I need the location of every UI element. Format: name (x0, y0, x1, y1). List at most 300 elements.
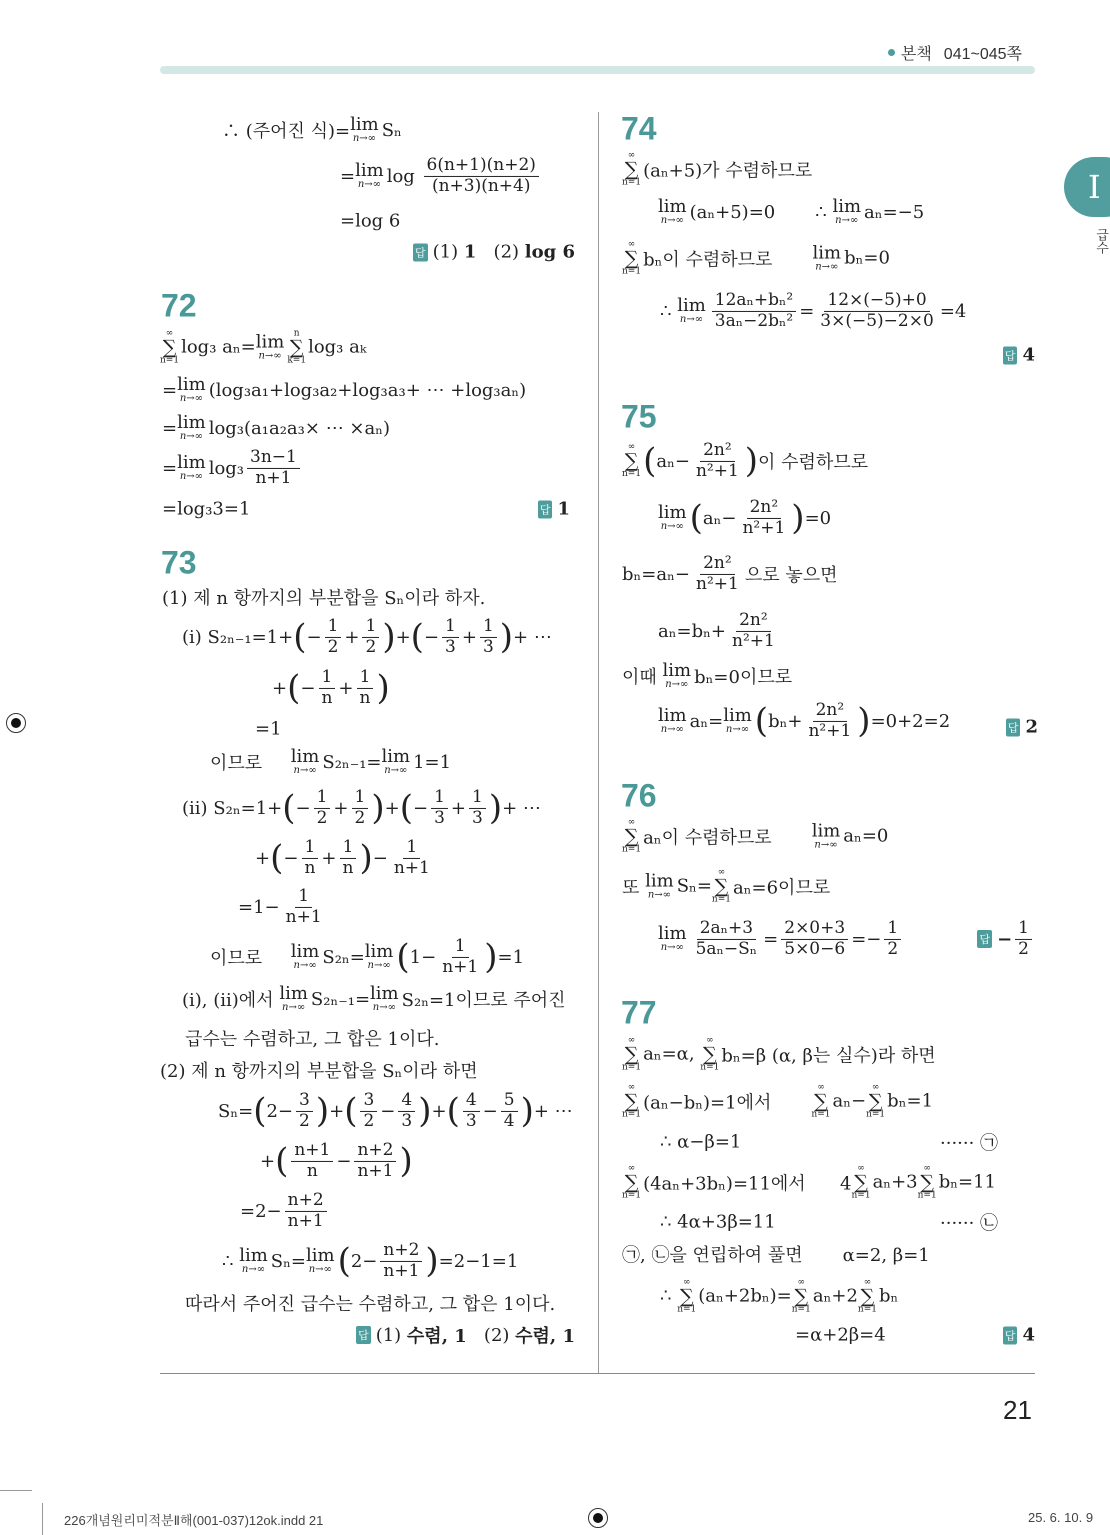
text: log₃ aₖ (308, 336, 367, 358)
limit (370, 985, 399, 1013)
text: (ⅱ) S₂ₙ=1+ (182, 797, 283, 819)
text: (2) (476, 241, 525, 263)
text: =0+2=2 (870, 710, 951, 732)
fraction (501, 1091, 518, 1131)
lim-label: lim (723, 705, 752, 726)
sum-upper: ∞ (627, 1035, 636, 1046)
text: (1) (375, 1324, 407, 1346)
summation (866, 1083, 885, 1118)
text: = (162, 457, 178, 479)
math-line (162, 376, 526, 404)
column-divider (598, 112, 599, 1374)
math-line (162, 584, 485, 610)
parenthesis: ( (337, 1241, 351, 1281)
parenthesis: ) (520, 1091, 534, 1131)
sigma-icon: ∑ (624, 1042, 639, 1065)
lim-label: lim (364, 941, 394, 962)
summation (622, 443, 641, 478)
fraction (442, 617, 459, 657)
lim-label: lim (645, 869, 674, 891)
numerator: n+2 (354, 1141, 396, 1162)
limit (291, 748, 320, 776)
fraction (391, 838, 433, 878)
math-line (658, 701, 950, 741)
text: bₙ=aₙ− (622, 563, 690, 585)
fraction (357, 668, 374, 708)
registration-mark-icon (588, 1508, 608, 1528)
answer-badge: 답 (977, 930, 992, 948)
numerator: 4 (398, 1091, 415, 1112)
sum-lower: n=1 (811, 1109, 831, 1120)
lim-subscript: n→∞ (647, 888, 671, 900)
text: (2) 제 n 항까지의 부분합을 Sₙ이라 하면 (160, 1061, 478, 1082)
lim-subscript: n→∞ (357, 179, 381, 190)
math-line (940, 1129, 998, 1155)
math-line (622, 818, 888, 853)
limit (255, 330, 285, 361)
footer-date: 25. 6. 10. 9 (1028, 1510, 1094, 1525)
sum-lower: n=1 (857, 1304, 877, 1315)
lim-subscript: n→∞ (241, 1264, 266, 1275)
text: Sₙ= (218, 1100, 254, 1122)
text: log₃(a₁a₂a₃× ⋯ ×aₙ) (208, 417, 391, 439)
text: bₙ=β (α, β는 실수)라 하면 (721, 1044, 936, 1066)
numerator: 2n² (700, 441, 735, 462)
math-line (622, 441, 868, 481)
sum-upper: n (293, 328, 300, 339)
parenthesis: ( (396, 937, 410, 977)
sum-lower: n=1 (622, 1190, 642, 1201)
numerator: 1 (319, 668, 336, 689)
denominator: (n+3)(n+4) (431, 175, 531, 196)
math-line (255, 719, 282, 740)
parenthesis: ) (857, 701, 871, 741)
denominator: n (321, 687, 333, 708)
answer-value: 4 (1022, 344, 1035, 366)
text: + (260, 1150, 276, 1172)
text: aₙ− (832, 1090, 867, 1112)
denominator: n+1 (287, 1210, 324, 1231)
text: (1) 제 n 항까지의 부분합을 Sₙ이라 하자. (162, 588, 486, 609)
limit (177, 376, 206, 404)
numerator: 6(n+1)(n+2) (424, 156, 539, 177)
lim-label: lim (177, 374, 206, 395)
text: bₙ이 수렴하므로 (643, 248, 813, 270)
sum-lower: n=1 (622, 1109, 642, 1120)
numerator: 12×(−5)+0 (824, 291, 929, 312)
fraction (439, 937, 481, 977)
math-line (977, 919, 1035, 959)
math-line (658, 198, 924, 226)
parenthesis: ) (371, 788, 385, 828)
text: = (162, 379, 178, 401)
sigma-icon: ∑ (860, 1284, 875, 1307)
text: aₙ=6이므로 (733, 876, 831, 898)
problem-number: 77 (621, 994, 657, 1031)
text: 이때 (622, 667, 663, 688)
text: Sₙ= (676, 875, 712, 897)
math-line (162, 414, 390, 442)
text: (ⅰ) S₂ₙ₋₁=1+ (182, 626, 294, 648)
sigma-icon: ∑ (624, 157, 639, 180)
lim-subscript: n→∞ (660, 724, 684, 735)
sum-upper: ∞ (627, 239, 636, 250)
lim-subscript: n→∞ (293, 765, 317, 776)
text: + (333, 797, 349, 819)
denominator: 2 (1018, 938, 1029, 959)
numerator: 1 (340, 838, 357, 859)
text: − (412, 797, 429, 819)
limit (658, 707, 687, 735)
text: bₙ=1 (887, 1090, 934, 1112)
lim-subscript: n→∞ (679, 314, 704, 325)
denominator: 2 (365, 636, 377, 657)
fraction (817, 291, 937, 331)
text: 따라서 주어진 급수는 수렴하고, 그 합은 1이다. (185, 1294, 556, 1315)
sum-upper: ∞ (717, 867, 726, 878)
limit (663, 662, 692, 690)
answer-value: 1 (463, 241, 477, 263)
text: 이므로 (210, 753, 291, 774)
fraction (314, 788, 331, 828)
fraction (340, 838, 357, 878)
lim-subscript: n→∞ (660, 942, 684, 953)
footer-filename: 226개념원리미적분Ⅱ해(001-037)12ok.indd 21 (64, 1513, 324, 1528)
sum-upper: ∞ (863, 1277, 872, 1288)
parenthesis: ( (253, 1091, 267, 1131)
summation (918, 1164, 937, 1199)
text: ∴ (222, 1250, 240, 1272)
parenthesis: ) (399, 1141, 413, 1181)
numerator: 1 (884, 919, 901, 940)
summation (287, 329, 306, 364)
text: aₙ=0 (843, 825, 889, 847)
denominator: 2 (299, 1110, 310, 1131)
sum-lower: n=1 (622, 844, 642, 855)
summation (712, 868, 731, 903)
numerator: 2n² (813, 701, 848, 722)
sigma-icon: ∑ (624, 1089, 639, 1112)
text: bₙ=0 (844, 247, 890, 269)
text: (2) (466, 1324, 516, 1346)
summation (622, 151, 641, 186)
fraction (296, 1091, 313, 1131)
fraction (354, 1141, 396, 1181)
fraction (469, 788, 486, 828)
answer-value: 1 (557, 498, 570, 520)
crop-mark (42, 1503, 43, 1535)
limit (658, 925, 687, 953)
text: ㉠, ㉡을 연립하여 풀면 α=2, β=1 (622, 1245, 930, 1266)
text: + (461, 626, 477, 648)
numerator: 1 (295, 887, 312, 908)
text: + (272, 677, 288, 699)
text: − (336, 1150, 352, 1172)
crop-mark (0, 1490, 32, 1491)
denominator: n (304, 857, 316, 878)
lim-label: lim (177, 412, 206, 433)
sum-lower: n=1 (622, 177, 642, 188)
text: bₙ=0이므로 (694, 667, 793, 688)
text: + (338, 677, 354, 699)
lim-label: lim (255, 330, 285, 352)
math-line (622, 554, 838, 594)
math-line (185, 1025, 439, 1051)
text: =4 (939, 300, 967, 322)
sigma-icon: ∑ (162, 335, 177, 358)
denominator: n+1 (383, 1260, 420, 1281)
page-header (888, 41, 1022, 64)
denominator: 3 (445, 636, 456, 657)
parenthesis: ( (282, 788, 296, 828)
numerator: 1 (442, 617, 459, 638)
denominator: n+1 (357, 1160, 394, 1181)
math-line (940, 1209, 998, 1235)
text: 2− (350, 1250, 378, 1272)
fraction (781, 919, 848, 959)
text: (ⅰ), (ⅱ)에서 (182, 990, 280, 1011)
sigma-icon: ∑ (624, 246, 639, 269)
text: S₂ₙ= (322, 946, 365, 968)
math-line (795, 1325, 886, 1346)
numerator: 1 (357, 668, 374, 689)
parenthesis: ) (499, 617, 514, 657)
denominator: n (306, 1160, 318, 1181)
math-line (162, 448, 303, 488)
fraction (693, 441, 742, 481)
numerator: 1 (452, 937, 469, 958)
sum-upper: ∞ (857, 1163, 865, 1174)
math-line (240, 1191, 330, 1231)
lim-subscript: n→∞ (384, 765, 408, 776)
numerator: 1 (302, 838, 319, 859)
text: (4aₙ+3bₙ)=11에서 4 (643, 1172, 852, 1194)
answer-value: 수렴, 1 (406, 1326, 467, 1347)
summation (622, 1164, 641, 1199)
denominator: 3 (471, 807, 483, 828)
numerator: 1 (362, 617, 379, 638)
math-line (660, 1212, 776, 1233)
numerator: 1 (314, 788, 331, 809)
limit (812, 241, 842, 272)
sigma-icon: ∑ (624, 449, 639, 472)
answer-value: 2 (1025, 716, 1038, 738)
math-line (622, 1083, 933, 1118)
limit (658, 198, 687, 226)
sum-lower: n=1 (917, 1190, 937, 1201)
text: aₙ= (689, 710, 724, 732)
text: − (482, 1100, 498, 1122)
denominator: n (342, 857, 354, 878)
chapter-title: 급수 (1094, 228, 1109, 254)
parenthesis: ( (287, 668, 301, 708)
text: =α+2β=4 (795, 1324, 886, 1346)
text: 2− (266, 1100, 294, 1122)
sum-lower: n=1 (677, 1304, 697, 1315)
parenthesis: ) (484, 937, 498, 977)
denominator: 5×0−6 (784, 938, 846, 959)
math-line (162, 499, 250, 520)
math-line (660, 291, 966, 331)
math-line (622, 240, 890, 275)
lim-label: lim (290, 746, 320, 767)
text: log (386, 165, 421, 187)
text: + ⋯ (502, 797, 541, 819)
lim-label: lim (811, 819, 841, 841)
lim-subscript: n→∞ (814, 838, 838, 850)
summation (811, 1083, 830, 1118)
numerator: n+2 (285, 1191, 327, 1212)
lim-subscript: n→∞ (660, 215, 684, 226)
numerator: 2n² (747, 498, 782, 519)
math-line (222, 116, 402, 144)
limit (365, 943, 394, 971)
math-line (272, 668, 390, 708)
text: = (799, 300, 815, 322)
numerator: 1 (469, 788, 486, 809)
sigma-icon: ∑ (679, 1284, 694, 1307)
text: ······ ㉡ (940, 1213, 999, 1234)
math-line (658, 498, 831, 538)
fraction (301, 838, 318, 878)
fraction (424, 156, 539, 196)
text: + ⋯ (513, 626, 552, 648)
lim-label: lim (658, 705, 687, 726)
lim-subscript: n→∞ (258, 349, 282, 361)
math-line (260, 1141, 413, 1181)
header-bar (160, 66, 1035, 74)
lim-subscript: n→∞ (372, 1002, 396, 1013)
text: Sₙ= (270, 1250, 306, 1272)
math-line (210, 748, 451, 776)
text: + (329, 1100, 345, 1122)
math-line (622, 868, 830, 903)
fraction (739, 498, 788, 538)
sum-upper: ∞ (627, 1082, 636, 1093)
text: =0 (804, 507, 832, 529)
parenthesis: ( (399, 788, 413, 828)
text: + (344, 626, 360, 648)
text: (1) (432, 241, 464, 263)
parenthesis: ( (293, 617, 307, 657)
limit (355, 162, 384, 190)
answer-value: − (997, 928, 1013, 950)
chapter-numeral: I (1088, 168, 1101, 206)
math-line (222, 1241, 518, 1281)
sigma-icon: ∑ (854, 1170, 868, 1193)
denominator: 2 (316, 807, 328, 828)
chapter-tab (1064, 157, 1110, 217)
denominator: 3 (482, 636, 494, 657)
numerator: 1 (480, 617, 497, 638)
lim-label: lim (355, 160, 384, 181)
sigma-icon: ∑ (624, 824, 639, 847)
math-line (622, 1036, 936, 1071)
numerator: 2×0+3 (781, 919, 848, 940)
numerator: 1 (352, 788, 369, 809)
lim-subscript: n→∞ (725, 724, 750, 735)
denominator: 2 (363, 1110, 375, 1131)
numerator: 4 (463, 1091, 480, 1112)
text: log₃ aₙ= (181, 336, 256, 358)
math-line (660, 1278, 898, 1313)
math-line (160, 1057, 478, 1083)
math-line (1003, 345, 1035, 366)
text: =2−1=1 (438, 1250, 519, 1272)
header-label: 본책 (900, 46, 932, 63)
text: = (340, 165, 356, 187)
math-line (238, 887, 328, 927)
text: − (295, 797, 311, 819)
numerator: 12aₙ+bₙ² (712, 291, 796, 312)
summation (622, 818, 641, 853)
answer-badge: 답 (1006, 718, 1021, 736)
numerator: 3 (360, 1091, 377, 1112)
denominator: 3 (401, 1110, 413, 1131)
text: − (423, 626, 440, 648)
fraction (729, 611, 778, 651)
limit (350, 116, 379, 144)
numerator: n+1 (291, 1141, 333, 1162)
sum-lower: n=1 (866, 1109, 886, 1120)
fraction (352, 788, 369, 828)
lim-subscript: n→∞ (308, 1264, 332, 1275)
fraction (380, 1241, 422, 1281)
fraction (362, 617, 379, 657)
lim-subscript: n→∞ (665, 679, 689, 690)
limit (382, 748, 411, 776)
sum-upper: ∞ (627, 1163, 636, 1174)
fraction (360, 1091, 377, 1131)
answer-badge: 답 (1003, 1326, 1018, 1344)
text: − (300, 677, 316, 699)
denominator: 3aₙ−2bₙ² (714, 310, 794, 331)
text: 1− (409, 946, 437, 968)
text: =log₃3=1 (162, 498, 251, 520)
denominator: n²+1 (696, 573, 739, 594)
text: 급수는 수렴하고, 그 합은 1이다. (185, 1029, 440, 1050)
lim-label: lim (677, 295, 706, 316)
text: ∴ 4α+3β=11 (660, 1211, 776, 1233)
parenthesis: ( (270, 838, 284, 878)
text: = (763, 928, 779, 950)
problem-number: 74 (621, 110, 657, 147)
lim-label: lim (832, 196, 862, 217)
text: aₙ=bₙ+ (658, 620, 726, 642)
fraction (712, 291, 796, 331)
summation (851, 1164, 870, 1199)
math-line (185, 1290, 555, 1316)
lim-label: lim (279, 983, 308, 1004)
sigma-icon: ∑ (814, 1089, 828, 1112)
summation (792, 1278, 811, 1313)
math-line (622, 1241, 930, 1267)
text: (aₙ+5)=0 ∴ (689, 201, 833, 223)
sum-upper: ∞ (706, 1035, 714, 1046)
text: − (306, 626, 322, 648)
text: = (162, 417, 178, 439)
sum-lower: n=1 (622, 1062, 642, 1073)
sigma-icon: ∑ (289, 335, 304, 358)
text: ······ ㉠ (940, 1133, 999, 1154)
page-number: 21 (1003, 1395, 1032, 1425)
text: aₙ− (702, 507, 737, 529)
numerator: 5 (501, 1091, 518, 1112)
text: + (431, 1100, 447, 1122)
lim-subscript: n→∞ (179, 431, 203, 442)
sum-lower: n=1 (622, 469, 642, 480)
fraction (247, 448, 300, 488)
